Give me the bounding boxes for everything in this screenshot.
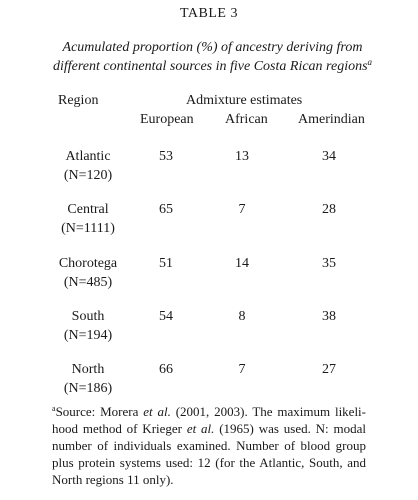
- footnote-italic: et al.: [143, 404, 171, 419]
- african-value: 14: [235, 256, 249, 271]
- footnote-text: Source: Morera: [55, 404, 144, 419]
- region-name: North: [71, 362, 105, 377]
- amerindian-column-header: Amerindian: [298, 112, 365, 127]
- amerindian-value: 28: [322, 202, 336, 217]
- caption-line-2: different continental sources in five Costa Rican regions: [52, 59, 368, 74]
- european-value: 66: [159, 362, 173, 377]
- footnote-marker: a: [52, 404, 56, 413]
- table-row: [0, 200, 418, 240]
- table-row: [0, 307, 418, 347]
- european-value: 65: [159, 202, 173, 217]
- european-value: 53: [159, 149, 173, 164]
- african-value: 8: [238, 309, 246, 324]
- admixture-header: Admixture estimates: [186, 93, 303, 108]
- african-column-header: African: [225, 112, 268, 127]
- african-value: 7: [238, 202, 246, 217]
- european-column-header: European: [140, 112, 194, 127]
- region-cell: [52, 200, 124, 238]
- region-sample-size: (N=186): [63, 381, 113, 396]
- table-label: TABLE 3: [180, 6, 238, 21]
- table-row: [0, 254, 418, 294]
- european-value: 51: [159, 256, 173, 271]
- region-sample-size: (N=194): [63, 328, 113, 343]
- region-cell: [52, 360, 124, 398]
- region-sample-size: (N=485): [63, 275, 113, 290]
- amerindian-value: 35: [322, 256, 336, 271]
- african-value: 13: [235, 149, 249, 164]
- footnote-italic: et al.: [186, 421, 215, 436]
- table-row: [0, 147, 418, 187]
- region-sample-size: (N=1111): [61, 221, 115, 236]
- amerindian-value: 34: [322, 149, 336, 164]
- region-name: Chorotega: [58, 256, 118, 271]
- region-name: South: [71, 309, 105, 324]
- caption-line-1: Acumulated proportion (%) of ancestry deriving from: [62, 40, 363, 55]
- footnote-text: (2001, 2003). The maximum likeli-hood method of Krieger: [52, 404, 366, 436]
- region-cell: [52, 254, 124, 292]
- region-cell: [52, 307, 124, 345]
- region-cell: [52, 147, 124, 185]
- footnote-text: (1965) was used. N: modal number of individuals examined. Number of blood group plus protein systems used: 12 (for the Atlantic, South, and North regions 11 only).: [52, 421, 366, 487]
- table-footnote: [52, 403, 366, 488]
- region-name: Central: [67, 202, 109, 217]
- table-caption: [40, 38, 385, 76]
- table-row: [0, 360, 418, 400]
- amerindian-value: 38: [322, 309, 336, 324]
- african-value: 7: [238, 362, 246, 377]
- region-name: Atlantic: [65, 149, 111, 164]
- region-header: Region: [58, 93, 99, 108]
- caption-footnote-marker: a: [367, 57, 373, 67]
- european-value: 54: [159, 309, 173, 324]
- amerindian-value: 27: [322, 362, 336, 377]
- region-sample-size: (N=120): [63, 168, 113, 183]
